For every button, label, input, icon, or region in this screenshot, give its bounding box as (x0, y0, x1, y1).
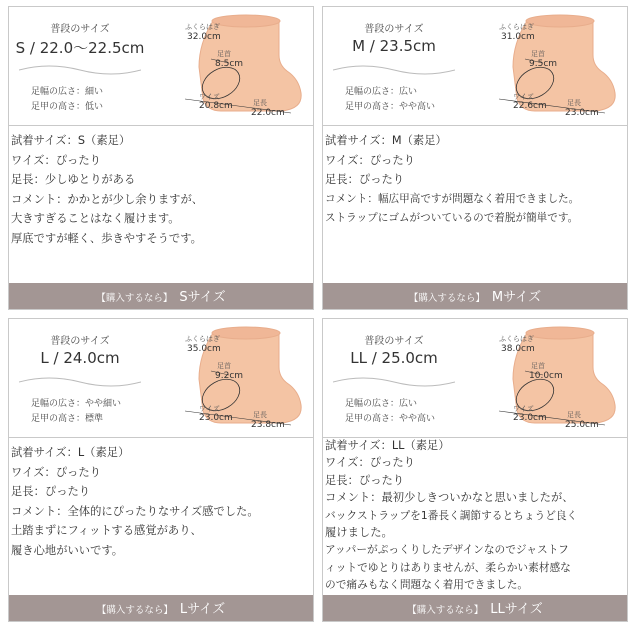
buy-size-label: LLサイズ (490, 602, 543, 617)
size-info (9, 319, 313, 438)
usual-size-panel (323, 7, 465, 125)
usual-size-value: M / 23.5cm (352, 37, 436, 55)
buy-size-button[interactable] (323, 595, 627, 621)
review-line: コメント：かかとが少し余りますが、 (11, 192, 204, 206)
usual-size-value: L / 24.0cm (40, 349, 120, 367)
instep-height-info: 足甲の高さ：やや高い (345, 414, 436, 424)
review-line: 足長：ぴったり (325, 173, 405, 186)
divider-ornament (333, 62, 455, 78)
review-line: ィットでゆとりはありませんが、柔らかい素材感な (325, 560, 571, 574)
usual-size-value: LL / 25.0cm (350, 349, 438, 367)
buy-prefix: 【購入するなら】 (96, 293, 173, 304)
foot-width-info: 足幅の広さ：広い (345, 87, 418, 97)
ankle-label: 足首 (217, 50, 231, 58)
divider-ornament (19, 62, 141, 78)
length-value: 22.0cm (251, 108, 285, 118)
width-measure-value: 20.8cm (199, 101, 233, 111)
divider-ornament (333, 374, 455, 390)
usual-size-panel (323, 319, 465, 437)
buy-size-button[interactable] (9, 595, 313, 621)
ankle-label: 足首 (531, 50, 545, 58)
width-measure-value: 23.0cm (513, 413, 547, 423)
calf-label: ふくらはぎ (499, 335, 534, 343)
usual-size-label: 普段のサイズ (364, 336, 424, 347)
usual-size-panel (9, 319, 151, 437)
review-line: ワイズ：ぴったり (325, 153, 415, 167)
size-card-m (322, 6, 628, 310)
review-line: コメント：幅広甲高ですが問題なく着用できました。 (325, 192, 580, 205)
size-info (9, 7, 313, 126)
instep-height-info: 足甲の高さ：やや高い (345, 102, 436, 112)
ankle-value: 9.2cm (215, 371, 244, 381)
calf-value: 35.0cm (187, 344, 221, 354)
calf-label: ふくらはぎ (499, 23, 534, 31)
width-measure-label: ワイズ (199, 93, 220, 101)
review-line: バックストラップを1番長く調節するとちょうど良く (325, 508, 578, 522)
review-line: ワイズ：ぴったり (11, 465, 101, 479)
width-measure-value: 23.0cm (199, 413, 233, 423)
size-info (323, 7, 627, 126)
usual-size-label: 普段のサイズ (364, 24, 424, 35)
length-label: 足長 (253, 99, 267, 107)
review-line: 土踏まずにフィットする感覚があり、 (11, 524, 202, 537)
buy-size-label: Sサイズ (179, 290, 226, 305)
usual-size-label: 普段のサイズ (50, 24, 110, 35)
review-line: 足長：少しゆとりがある (11, 173, 136, 186)
length-label: 足長 (253, 411, 267, 419)
review-line: ワイズ：ぴったり (11, 153, 101, 167)
fit-review (11, 443, 311, 560)
review-line: 試着サイズ：S（素足） (11, 134, 131, 147)
foot-diagram (151, 7, 313, 125)
review-line: 足長：ぴったり (325, 473, 405, 487)
foot-diagram (151, 319, 313, 437)
length-label: 足長 (567, 99, 581, 107)
review-line: ので痛みもなく問題なく着用できました。 (325, 578, 529, 592)
review-line: 履き心地がいいです。 (11, 543, 124, 557)
fit-review (325, 437, 625, 594)
size-card-ll (322, 318, 628, 622)
ankle-label: 足首 (531, 362, 545, 370)
buy-size-button[interactable] (9, 283, 313, 309)
calf-label: ふくらはぎ (185, 23, 220, 31)
review-line: 大きすぎることはなく履けます。 (11, 212, 180, 225)
instep-height-info: 足甲の高さ：低い (31, 102, 104, 112)
review-line: ストラップにゴムがついているので着脱が簡単です。 (325, 212, 579, 224)
width-measure-label: ワイズ (199, 405, 220, 413)
review-line: コメント：最初少しきついかなと思いましたが、 (325, 491, 574, 505)
calf-label: ふくらはぎ (185, 335, 220, 343)
review-line: 厚底ですが軽く、歩きやすそうです。 (11, 231, 202, 245)
length-value: 23.0cm (565, 108, 599, 118)
calf-value: 32.0cm (187, 32, 221, 42)
foot-width-info: 足幅の広さ：やや細い (31, 399, 122, 409)
calf-value: 38.0cm (501, 344, 535, 354)
buy-prefix: 【購入するなら】 (408, 293, 485, 304)
length-label: 足長 (567, 411, 581, 419)
length-value: 25.0cm (565, 420, 599, 430)
size-card-s (8, 6, 314, 310)
foot-width-info: 足幅の広さ：広い (345, 399, 418, 409)
ankle-value: 10.0cm (529, 371, 563, 381)
review-line: 足長：ぴったり (11, 485, 91, 498)
calf-value: 31.0cm (501, 32, 535, 42)
size-card-l (8, 318, 314, 622)
review-line: 試着サイズ：LL（素足） (325, 439, 450, 452)
buy-prefix: 【購入するなら】 (96, 605, 173, 616)
ankle-value: 8.5cm (215, 59, 244, 69)
width-measure-label: ワイズ (513, 93, 534, 101)
review-line: コメント：全体的にぴったりなサイズ感でした。 (11, 504, 259, 518)
review-line: 履けました。 (325, 526, 393, 540)
width-measure-label: ワイズ (513, 405, 534, 413)
width-measure-value: 22.6cm (513, 101, 547, 111)
usual-size-panel (9, 7, 151, 125)
usual-size-label: 普段のサイズ (50, 336, 110, 347)
review-line: ワイズ：ぴったり (325, 456, 415, 470)
buy-size-button[interactable] (323, 283, 627, 309)
ankle-label: 足首 (217, 362, 231, 370)
review-line: アッパーがぷっくりしたデザインなのでジャストフ (325, 543, 569, 557)
buy-size-label: Mサイズ (491, 290, 542, 305)
review-line: 試着サイズ：M（素足） (325, 134, 447, 147)
foot-width-info: 足幅の広さ：細い (31, 87, 104, 97)
fit-review (11, 131, 311, 248)
usual-size-value: S / 22.0〜22.5cm (15, 39, 145, 57)
ankle-value: 9.5cm (529, 59, 558, 69)
foot-diagram (465, 7, 627, 125)
fit-review (325, 131, 625, 229)
length-value: 23.8cm (251, 420, 285, 430)
review-line: 試着サイズ：L（素足） (11, 446, 130, 459)
foot-diagram (465, 319, 627, 437)
divider-ornament (19, 374, 141, 390)
size-info (323, 319, 627, 438)
instep-height-info: 足甲の高さ：標準 (31, 414, 104, 424)
buy-size-label: Lサイズ (179, 602, 226, 617)
buy-prefix: 【購入するなら】 (407, 605, 484, 616)
